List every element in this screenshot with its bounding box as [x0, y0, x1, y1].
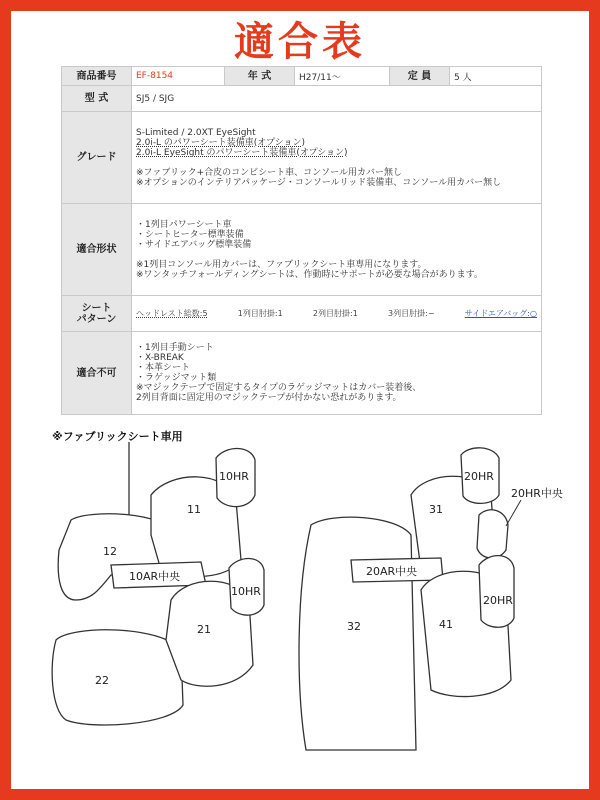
- spec-row-grade: [62, 112, 542, 204]
- ng-line: ・X-BREAK: [136, 353, 184, 363]
- headrest-20hr-b-shape: [479, 556, 514, 628]
- label-seat-31: 31: [429, 503, 443, 516]
- fit-line: ・シートヒーター標準装備: [136, 229, 244, 240]
- value-year: H27/11〜: [295, 67, 390, 86]
- label-pattern: [62, 296, 132, 332]
- grade-line: 2.0i-L EyeSight のパワーシート装備車(オプション): [136, 147, 348, 158]
- grade-note: ※ファブリック+合皮のコンビシート車、コンソール用カバー無し: [136, 167, 403, 178]
- spec-row-model: [62, 86, 542, 112]
- seat-diagram: [11, 440, 589, 780]
- value-product-no: EF-8154: [132, 67, 225, 86]
- label-product-no: 商品番号: [62, 67, 132, 86]
- label-seat-22: 22: [95, 674, 109, 687]
- value-ng: [132, 332, 542, 415]
- center-leader-line: [506, 500, 521, 526]
- grade-note: ※オプションのインテリアパッケージ・コンソールリッド装備車、コンソール用カバー無し: [136, 177, 502, 188]
- ng-line: ・1列目手動シート: [136, 343, 214, 353]
- label-capacity: 定 員: [390, 67, 450, 86]
- label-pattern-line2: パターン: [76, 313, 117, 325]
- value-pattern: [132, 296, 542, 332]
- seat-32-shape: [299, 517, 416, 750]
- label-model: 型 式: [62, 86, 132, 112]
- pattern-row1-armrest: 1列目肘掛:1: [237, 309, 283, 318]
- page-title: 適合表: [234, 19, 366, 65]
- value-capacity: 5 人: [450, 67, 542, 86]
- spec-row-header: [62, 67, 542, 86]
- fabric-note: ※ファブリックシート車用: [52, 430, 183, 443]
- spec-row-ng: [62, 332, 542, 415]
- grade-line: 2.0i-L のパワーシート装備車(オプション): [136, 137, 305, 148]
- label-20hr-center: 20HR中央: [511, 487, 563, 500]
- headrest-20hr-center-shape: [477, 510, 508, 558]
- label-seat-12: 12: [103, 545, 117, 558]
- ng-line: ※マジックテープで固定するタイプのラゲッジマットはカバー装着後、: [136, 383, 422, 393]
- fit-note: ※ワンタッチフォールディングシートは、作動時にサポートが必要な場合があります。: [136, 269, 483, 280]
- label-seat-11: 11: [187, 503, 201, 516]
- spec-row-pattern: [62, 296, 542, 332]
- fit-line: ・1列目パワーシート車: [136, 219, 232, 230]
- label-20ar-center: 20AR中央: [366, 565, 418, 578]
- label-seat-41: 41: [439, 618, 453, 631]
- label-fit: 適合形状: [62, 204, 132, 296]
- pattern-row2-armrest: 2列目肘掛:1: [312, 309, 358, 318]
- spec-row-fit: [62, 204, 542, 296]
- fit-line: ・サイドエアバッグ標準装備: [136, 239, 252, 250]
- label-seat-21: 21: [197, 623, 211, 636]
- label-20hr: 20HR: [464, 470, 494, 483]
- label-year: 年 式: [225, 67, 295, 86]
- label-10ar-center: 10AR中央: [129, 570, 181, 583]
- label-pattern-line1: シート: [81, 302, 112, 314]
- grade-line: S-Limited / 2.0XT EyeSight: [136, 127, 256, 138]
- label-ng: 適合不可: [62, 332, 132, 415]
- value-model: SJ5 / SJG: [132, 86, 542, 112]
- pattern-row3-armrest: 3列目肘掛:−: [388, 309, 435, 318]
- value-fit: [132, 204, 542, 296]
- ng-line: ・ラゲッジマット類: [136, 373, 217, 383]
- label-10hr-b: 10HR: [231, 585, 261, 598]
- ng-line: 2列目背面に固定用のマジックテープが付かない恐れがあります。: [136, 393, 402, 403]
- label-grade: グレード: [62, 112, 132, 204]
- label-10hr: 10HR: [219, 470, 249, 483]
- spec-table: [61, 66, 542, 415]
- pattern-headrest: ヘッドレスト総数:5: [136, 309, 208, 318]
- value-grade: [132, 112, 542, 204]
- ng-line: ・本革シート: [136, 363, 191, 373]
- fit-note: ※1列目コンソール用カバーは、ファブリックシート車専用になります。: [136, 259, 427, 270]
- pattern-airbag-link[interactable]: サイドエアバッグ:○: [464, 309, 537, 318]
- seat-22-cushion-shape: [52, 630, 183, 725]
- label-seat-32: 32: [347, 620, 361, 633]
- label-20hr-b: 20HR: [483, 594, 513, 607]
